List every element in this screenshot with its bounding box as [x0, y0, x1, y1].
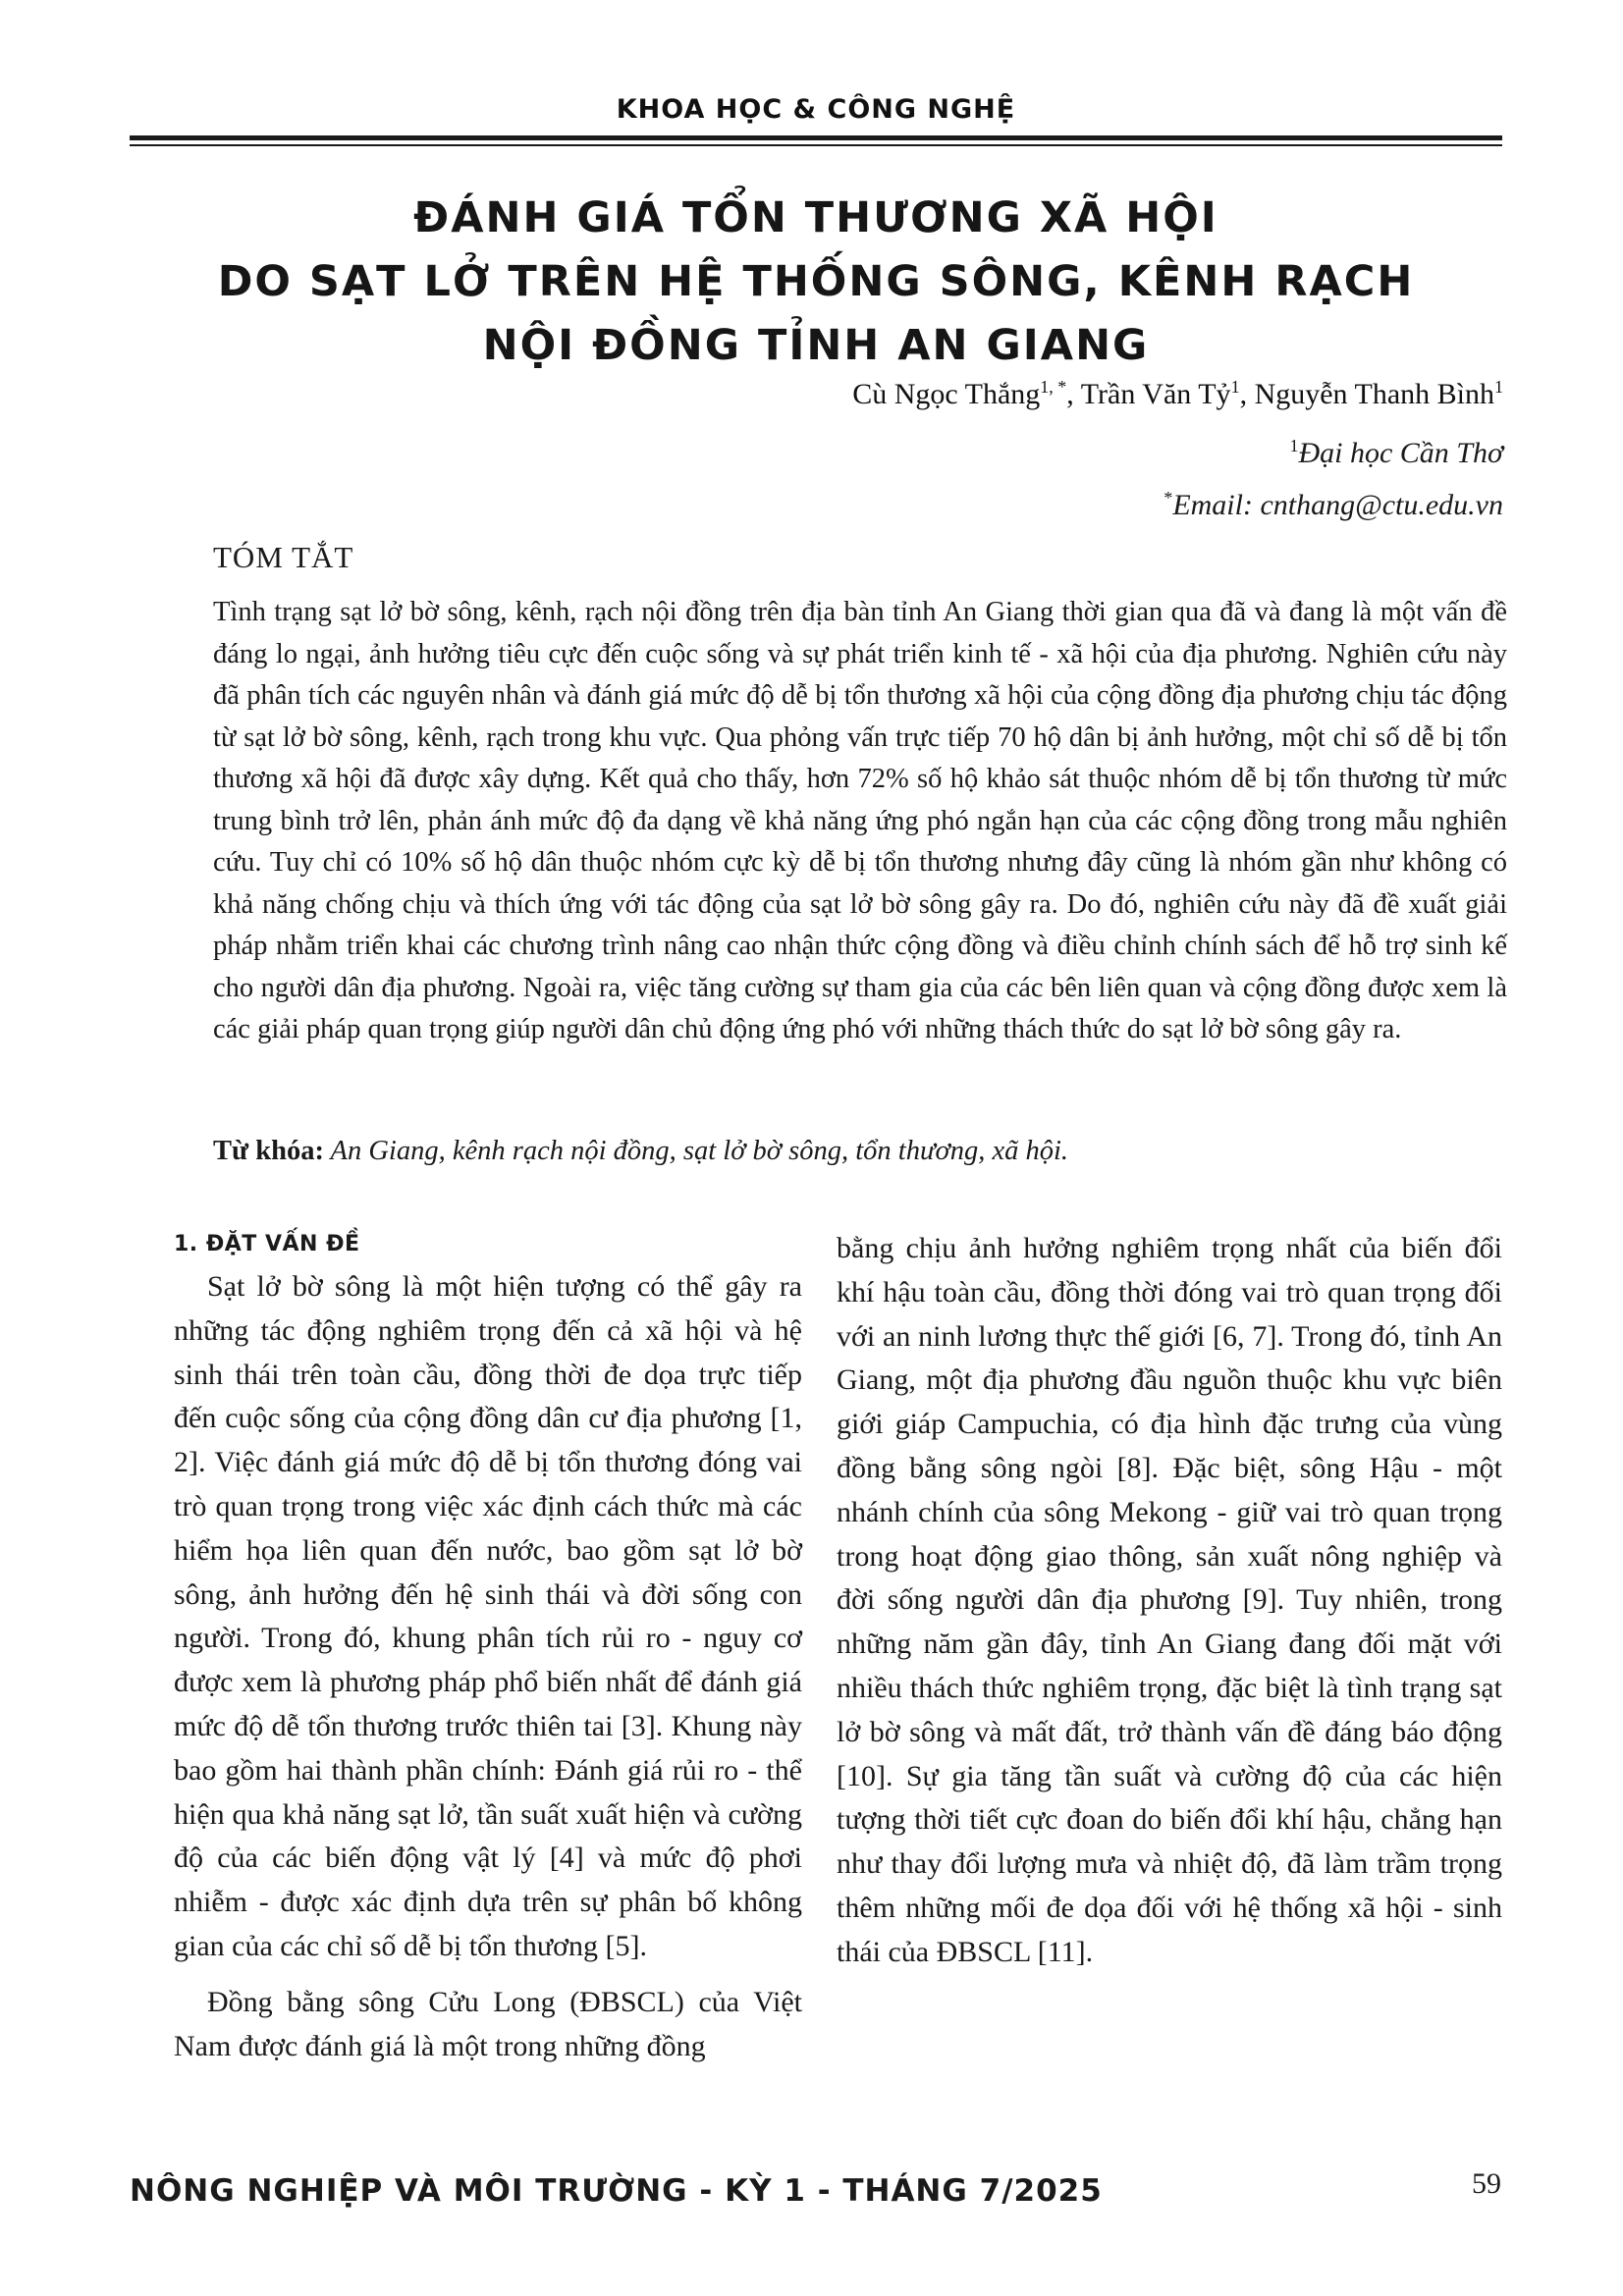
author-list — [852, 377, 1503, 411]
abstract-text: Tình trạng sạt lở bờ sông, kênh, rạch nội đồng trên địa bàn tỉnh An Giang thời gian qua đã và đang là một vấn đề đáng lo ngại, ảnh hưởng tiêu cực đến cuộc sống và sự phát triển kinh tế - xã hội của địa phương. Nghiên cứu này đã phân tích các nguyên nhân và đánh giá mức độ dễ bị tổn thương xã hội của cộng đồng địa phương chịu tác động từ sạt lở bờ sông, kênh, rạch trong khu vực. Qua phỏng vấn trực tiếp 70 hộ dân bị ảnh hưởng, một chỉ số dễ bị tổn thương xã hội đã được xây dựng. Kết quả cho thấy, hơn 72% số hộ khảo sát thuộc nhóm dễ bị tổn thương từ mức trung bình trở lên, phản ánh mức độ đa dạng về khả năng ứng phó ngắn hạn của các cộng đồng trong mẫu nghiên cứu. Tuy chỉ có 10% số hộ dân thuộc nhóm cực kỳ dễ bị tổn thương nhưng đây cũng là nhóm gần như không có khả năng chống chịu và thích ứng với tác động của sạt lở bờ sông gây ra. Do đó, nghiên cứu này đã đề xuất giải pháp nhằm triển khai các chương trình nâng cao nhận thức cộng đồng và điều chỉnh chính sách để hỗ trợ sinh kế cho người dân địa phương. Ngoài ra, việc tăng cường sự tham gia của các bên liên quan và cộng đồng được xem là các giải pháp quan trọng giúp người dân chủ động ứng phó với những thách thức do sạt lở bờ sông gây ra. — [213, 597, 1507, 1044]
body-paragraph: Sạt lở bờ sông là một hiện tượng có thể gây ra những tác động nghiêm trọng đến cả xã hội và hệ sinh thái trên toàn cầu, đồng thời đe dọa trực tiếp đến cuộc sống của cộng đồng dân cư địa phương [1, 2]. Việc đánh giá mức độ dễ bị tổn thương đóng vai trò quan trọng trong việc xác định cách thức mà các hiểm họa liên quan đến nước, bao gồm sạt lở bờ sông, ảnh hưởng đến hệ sinh thái và đời sống con người. Trong đó, khung phân tích rủi ro - nguy cơ được xem là phương pháp phổ biến nhất để đánh giá mức độ dễ tổn thương trước thiên tai [3]. Khung này bao gồm hai thành phần chính: Đánh giá rủi ro - thể hiện qua khả năng sạt lở, tần suất xuất hiện và cường độ của các biến động vật lý [4] và mức độ phơi nhiễm - được xác định dựa trên sự phân bố không gian của các chỉ số dễ bị tổn thương [5]. — [174, 1270, 802, 1962]
affiliation-text: Đại học Cần Thơ — [1298, 437, 1503, 469]
author-2-marker: 1 — [1230, 377, 1240, 397]
title-line-1: ĐÁNH GIÁ TỔN THƯƠNG XÃ HỘI — [413, 193, 1218, 242]
section-header: KHOA HỌC & CÔNG NGHỆ — [616, 94, 1016, 125]
keywords-label: Từ khóa: — [213, 1136, 324, 1166]
email-text: Email: cnthang@ctu.edu.vn — [1172, 489, 1503, 521]
corresponding-email — [1163, 488, 1503, 522]
article-title — [130, 187, 1502, 378]
author-1-marker: 1, * — [1040, 377, 1067, 397]
title-line-2: DO SẠT LỞ TRÊN HỆ THỐNG SÔNG, KÊNH RẠCH — [217, 257, 1415, 306]
header-rule-thin — [130, 144, 1502, 146]
author-1: Cù Ngọc Thắng — [852, 378, 1041, 410]
body-paragraph: Đồng bằng sông Cửu Long (ĐBSCL) của Việt Nam được đánh giá là một trong những đồng — [174, 1985, 802, 2062]
header-rule-thick — [130, 135, 1502, 140]
affiliation-marker: 1 — [1289, 436, 1299, 455]
author-3: , Nguyễn Thanh Bình — [1239, 378, 1494, 410]
author-3-marker: 1 — [1494, 377, 1503, 397]
title-line-3: NỘI ĐỒNG TỈNH AN GIANG — [482, 321, 1150, 370]
author-2: , Trần Văn Tỷ — [1066, 378, 1231, 410]
abstract-heading: TÓM TẮT — [213, 540, 354, 574]
email-marker: * — [1163, 488, 1173, 507]
section-heading: 1. ĐẶT VẤN ĐỀ — [174, 1232, 360, 1256]
affiliation — [1289, 436, 1503, 470]
keywords-text: An Giang, kênh rạch nội đồng, sạt lở bờ sông, tổn thương, xã hội. — [323, 1136, 1069, 1166]
keywords — [213, 1136, 1507, 1167]
footer-journal-name: NÔNG NGHIỆP VÀ MÔI TRƯỜNG - KỲ 1 - THÁNG 7/2025 — [130, 2173, 1103, 2209]
body-paragraph: bằng chịu ảnh hưởng nghiêm trọng nhất của biến đổi khí hậu toàn cầu, đồng thời đóng vai trò quan trọng đối với an ninh lương thực thế giới [6, 7]. Trong đó, tỉnh An Giang, một địa phương đầu nguồn thuộc khu vực biên giới giáp Campuchia, có địa hình đặc trưng của vùng đồng bằng sông ngòi [8]. Đặc biệt, sông Hậu - một nhánh chính của sông Mekong - giữ vai trò quan trọng trong hoạt động giao thông, sản xuất nông nghiệp và đời sống người dân địa phương [9]. Tuy nhiên, trong những năm gần đây, tỉnh An Giang đang đối mặt với nhiều thách thức nghiêm trọng, đặc biệt là tình trạng sạt lở bờ sông và mất đất, trở thành vấn đề đáng báo động [10]. Sự gia tăng tần suất và cường độ của các hiện tượng thời tiết cực đoan do biến đổi khí hậu, chẳng hạn như thay đổi lượng mưa và nhiệt độ, đã làm trầm trọng thêm những mối đe dọa đối với hệ thống xã hội - sinh thái của ĐBSCL [11]. — [837, 1232, 1502, 1968]
body-column-left — [174, 1230, 802, 2068]
page-number: 59 — [1472, 2167, 1501, 2200]
body-column-right — [837, 1227, 1502, 1975]
